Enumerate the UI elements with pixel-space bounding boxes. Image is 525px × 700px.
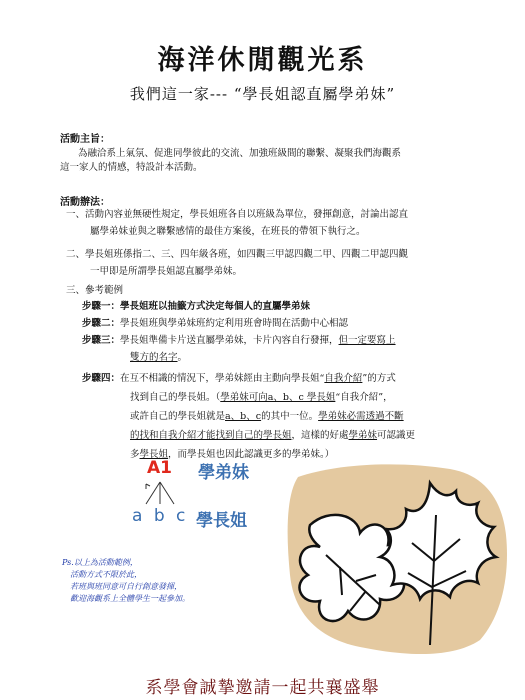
step-3-label: 步驟三： [82,335,121,346]
step-4-l5u: 學長姐 [139,449,169,460]
step-4-line-2 [130,390,393,406]
step-4-l2u: 學弟妹可向a、b、c 學長姐 [220,392,336,403]
junior-a1-label: A1 [147,458,172,478]
step-4-l1u: 自我介紹 [324,373,363,384]
step-4-l3u: a、b、c [225,411,262,422]
step-4-l4u2: 學弟妹 [348,430,378,441]
step-4-l2a: 找到自己的學長姐。（ [130,392,221,403]
step-4-line-3 [130,409,404,425]
step-1 [82,299,310,315]
step-3-end: 。 [177,352,188,363]
step-4-l3b: 的其中一位。 [261,411,319,422]
step-3-text: 學長姐準備卡片送直屬學弟妹，卡片內容自行發揮， [120,335,339,346]
method-heading: 活動辦法： [60,197,110,208]
step-3 [82,333,396,349]
method-item-2-line-2: 一甲即是所謂學長姐認直屬學弟妹。 [90,266,243,277]
step-2 [82,316,348,332]
step-4-l4c: 可認識更 [377,430,416,441]
method-item-2-line-1: 二、學長姐班係指二、三、四年級各班，如四觀三甲認四觀二甲、四觀二甲認四觀 [66,249,409,260]
step-3-underlined: 但一定要寫上 [338,335,396,346]
method-item-1-line-2: 屬學弟妹並與之聯繫感情的最佳方案後，在班長的帶領下執行之。 [90,226,366,237]
step-3-names: 雙方的名字 [130,352,178,363]
ps-line-1: Ps.以上為活動範例， [62,558,138,567]
step-4-l5b: ，而學長姐也因此認識更多的學弟妹。） [168,449,335,460]
step-4-l3a: 或許自己的學長姐就是 [130,411,226,422]
step-4-l4u: 的找和自我介紹才能找到自己的學長姐 [130,430,292,441]
footer-invitation: 系學會誠摯邀請一起共襄盛舉 [145,678,380,698]
junior-label: 學弟妹 [198,463,249,483]
senior-abc-label: a b c [132,506,189,526]
arrows-icon [138,480,188,508]
step-1-label: 步驟一： [82,301,121,312]
purpose-line-2: 這一家人的情感，特設計本活動。 [60,162,203,173]
method-item-3: 三、參考範例 [66,285,124,296]
method-item-1-line-1: 一、活動內容並無硬性規定，學長姐班各自以班級為單位，發揮創意，討論出認直 [66,209,409,220]
step-4-label: 步驟四： [82,373,121,384]
ps-line-3: 若班與班同意可自行創意發揮， [70,582,182,591]
step-4-l3u2: 學弟妹必需透過不斷 [318,411,404,422]
step-4-l2b: “自我介紹”， [335,392,393,403]
purpose-line-1: 為融洽系上氣氛、促進同學彼此的交流、加強班級間的聯繫、凝聚我們海觀系 [78,148,402,159]
ps-note [62,557,190,605]
step-4-l5a: 多 [130,449,140,460]
step-4-l4b: ，這樣的好處 [291,430,349,441]
step-1-text: 學長姐班以抽籤方式決定每個人的直屬學弟妹 [120,301,311,312]
step-3-cont [130,350,187,366]
maple-leaf-decoration [280,455,510,660]
purpose-heading: 活動主旨： [60,134,110,145]
step-4-l1b: ”的方式 [362,373,396,384]
step-4-line-4 [130,428,415,444]
step-2-label: 步驟二： [82,318,121,329]
ps-line-2: 活動方式不限於此， [70,570,142,579]
step-2-text: 學長姐班與學弟妹班約定利用班會時間在活動中心相認 [120,318,349,329]
senior-label: 學長姐 [196,511,247,531]
page-subtitle: 我們這一家--- “學長姐認直屬學弟妹” [129,85,396,103]
step-4-line-1 [82,371,396,387]
page-title: 海洋休閒觀光系 [157,45,368,76]
step-4-l1a: 在互不相識的情況下，學弟妹經由主動向學長姐“ [120,373,325,384]
ps-line-4: 歡迎海觀系上全體學生一起參加。 [70,594,190,603]
